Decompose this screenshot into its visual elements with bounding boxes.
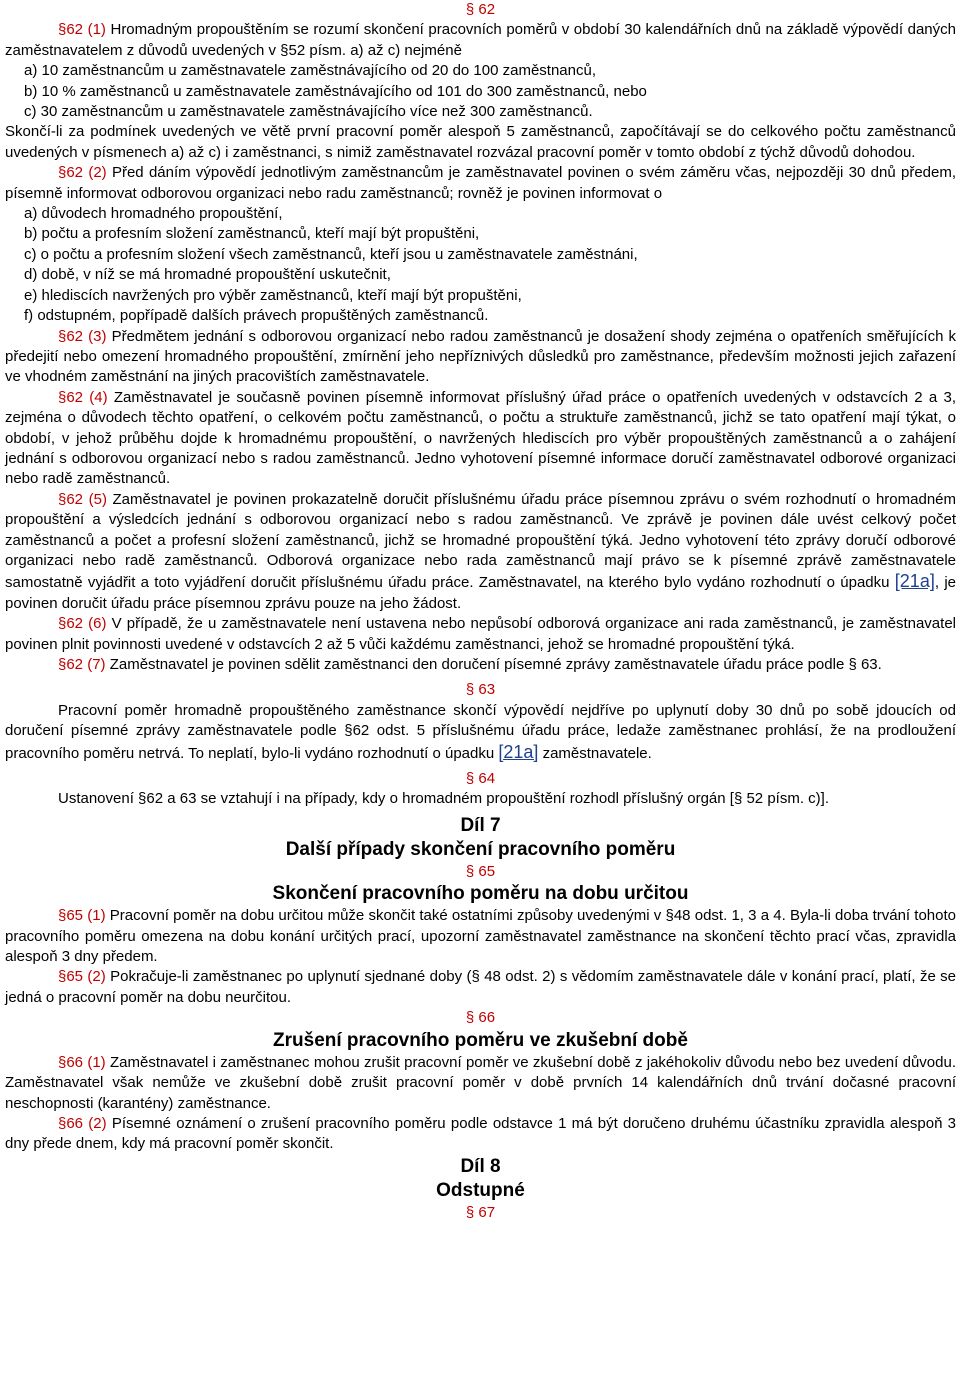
paragraph-65-2: [5, 967, 956, 1008]
list-item-b: b) počtu a profesním složení zaměstnanců, kteří mají být propuštěni,: [24, 225, 480, 243]
paragraph-ref: §62 (4): [58, 388, 108, 406]
paragraph-62-1: [5, 20, 956, 61]
paragraph-text: Předmětem jednání s odborovou organizací nebo radou zaměstnanců je dosažení shody zejména o opatřeních směřujících k předejití nebo omezení hromadného propouštění, zmírnění jeho nepříznivých důsledků pro zaměstnance, především možnosti jejich zařazení ve vhodném zaměstnání na jiných pracovištích zaměstnavatele.: [5, 327, 957, 386]
section-number-66: § 66: [465, 1009, 496, 1027]
footnote-link-21a[interactable]: [21a]: [894, 571, 935, 592]
paragraph-text: Pracovní poměr hromadně propouštěného zaměstnance skončí výpovědí nejdříve po uplynutí doby 30 dnů po sobě jdoucích od doručení písemné zprávy zaměstnavatele podle §62 odst. 5 příslušnému úřadu práce, ledaže zaměstnanec prohlásí, že na prodloužení pracovního poměru netrvá. To neplatí, bylo-li vydáno rozhodnutí o úpadku: [5, 701, 956, 762]
section-number-65: § 65: [465, 862, 496, 880]
paragraph-63: [5, 701, 956, 764]
paragraph-66-2: [5, 1114, 956, 1155]
paragraph-text: V případě, že u zaměstnavatele není ustavena nebo nepůsobí odborová organizace ani rada zaměstnanců, je zaměstnavatel povinen plnit povinnosti uvedené v odstavcích 2 až 5 vůči každému zaměstnanci, jehož se hromadné propouštění týká.: [5, 615, 956, 653]
paragraph-62-1-tail: Skončí-li za podmínek uvedených ve větě první pracovní poměr alespoň 5 zaměstnanců, započítávají se do celkového počtu zaměstnanců uvedených v písmenech a) až c) i zaměstnanci, s nimiž zaměstnavatel rozvázal pracovní poměr v tomto období z týchž důvodů dohodou.: [5, 123, 956, 161]
paragraph-ref: §66 (2): [58, 1114, 107, 1132]
list-item-f: f) odstupném, popřípadě dalších právech propuštěných zaměstnanců.: [24, 307, 489, 325]
paragraph-62-7: [5, 655, 956, 675]
list-item-d: d) době, v níž se má hromadné propouštění uskutečnit,: [24, 266, 391, 284]
section-number-64: § 64: [465, 770, 496, 788]
paragraph-ref: §66 (1): [58, 1053, 106, 1071]
paragraph-text-tail: zaměstnavatele.: [538, 744, 652, 762]
paragraph-text: Zaměstnavatel i zaměstnanec mohou zrušit pracovní poměr ve zkušební době z jakéhokoliv důvodu nebo bez uvedení důvodu. Zaměstnavatel však nemůže ve zkušební době zrušit pracovní poměr v době prvních 14 kalendářních dnů trvání dočasné pracovní neschopnosti (karantény) zaměstnance.: [5, 1053, 956, 1112]
paragraph-text: Zaměstnavatel je povinen sdělit zaměstnanci den doručení písemné zprávy zaměstnavatele úřadu práce podle § 63.: [105, 656, 882, 673]
footnote-link-21a[interactable]: [21a]: [498, 741, 539, 762]
paragraph-text-tail: , je povinen doručit úřadu práce písemnou zprávu pouze na jeho žádost.: [5, 574, 956, 612]
paragraph-text: Zaměstnavatel je povinen prokazatelně doručit příslušnému úřadu práce písemnou zprávu o svém rozhodnutí o hromadném propouštění a výsledcích jednání s odborovou organizací nebo s radou zaměstnanců. Ve zprávě je povinen dále uvést celkový počet zaměstnanců a počet a profesní složení zaměstnanců, jichž se hromadné propouštění týká. Jedno vyhotovení této zprávy doručí odborové organizaci nebo radě zaměstnanců. Odborová organizace nebo rada zaměstnanců mají právo se k písemné zprávě zaměstnavatele samostatně vyjádřit a toto vyjádření doručit příslušnému úřadu práce. Zaměstnavatel, na kterého bylo vydáno rozhodnutí o úpadku: [5, 490, 956, 592]
paragraph-ref: §62 (5): [58, 490, 107, 508]
paragraph-ref: §62 (6): [58, 615, 107, 633]
paragraph-ref: §65 (2): [58, 968, 106, 986]
paragraph-65-1: [5, 906, 956, 967]
paragraph-text: Zaměstnavatel je současně povinen písemně informovat příslušný úřad práce o opatřeních uvedených v odstavcích 2 a 3, zejména o důvodech těchto opatření, o celkovém počtu zaměstnanců, o počtu a struktuře zaměstnanců, jichž se tato opatření mají týkat, o období, v jehož průběhu dojde k hromadnému propouštění, o navržených hlediscích pro výběr propouštěných zaměstnanců a o zahájení jednání s odborovou organizací nebo s radou zaměstnanců. Jedno vyhotovení písemné informace doručí zaměstnavatel odborové organizaci nebo radě zaměstnanců.: [5, 388, 957, 488]
list-item-a: a) 10 zaměstnancům u zaměstnavatele zaměstnávajícího od 20 do 100 zaměstnanců,: [24, 62, 596, 80]
paragraph-ref: §62 (7): [58, 656, 106, 673]
section-66-heading: Zrušení pracovního poměru ve zkušební době: [273, 1029, 688, 1051]
paragraph-text: Písemné oznámení o zrušení pracovního poměru podle odstavce 1 má být doručeno druhému účastníku zpravidla alespoň 3 dny přede dnem, kdy má pracovní poměr skončit.: [5, 1114, 956, 1153]
part-7-subtitle: Další případy skončení pracovního poměru: [285, 838, 676, 860]
paragraph-64: Ustanovení §62 a 63 se vztahují i na případy, kdy o hromadném propouštění rozhodl příslušný orgán [§ 52 písm. c)].: [58, 790, 829, 808]
list-item-c: c) o počtu a profesním složení všech zaměstnanců, kteří jsou u zaměstnavatele zaměstnáni,: [24, 245, 638, 263]
paragraph-62-5: [5, 490, 956, 614]
part-8-subtitle: Odstupné: [436, 1179, 525, 1201]
paragraph-62-2: [5, 163, 956, 204]
list-item-b: b) 10 % zaměstnanců u zaměstnavatele zaměstnávajícího od 101 do 300 zaměstnanců, nebo: [24, 82, 647, 100]
paragraph-text: Pracovní poměr na dobu určitou může skončit také ostatními způsoby uvedenými v §48 odst. 1, 3 a 4. Byla-li doba trvání tohoto pracovního poměru omezena na dobu konání určitých prací, upozorní zaměstnavatel zaměstnance na skončení těchto prací včas, zpravidla alespoň 3 dny předem.: [5, 907, 957, 966]
list-item-e: e) hlediscích navržených pro výběr zaměstnanců, kteří mají být propuštěni,: [24, 286, 522, 304]
paragraph-ref: §65 (1): [58, 907, 106, 925]
paragraph-text: Před dáním výpovědí jednotlivým zaměstnancům je zaměstnavatel povinen o svém záměru včas, nejpozději 30 dnů předem, písemně informovat odborovou organizaci nebo radu zaměstnanců; rovněž je povinen informovat o: [5, 164, 957, 202]
section-number-67: § 67: [465, 1203, 496, 1221]
paragraph-62-6: [5, 614, 956, 655]
section-number-62: § 62: [465, 1, 496, 18]
list-item-a: a) důvodech hromadného propouštění,: [24, 205, 283, 223]
part-8-title: Díl 8: [460, 1155, 501, 1177]
part-7-title: Díl 7: [460, 814, 501, 836]
paragraph-ref: §62 (1): [58, 21, 106, 39]
paragraph-62-3: [5, 327, 956, 388]
section-65-heading: Skončení pracovního poměru na dobu určitou: [272, 883, 689, 905]
section-number-63: § 63: [465, 681, 496, 699]
paragraph-text: Hromadným propouštěním se rozumí skončení pracovních poměrů v období 30 kalendářních dnů na základě výpovědí daných zaměstnavatelem z důvodů uvedených v §52 písm. a) až c) nejméně: [5, 21, 956, 59]
paragraph-66-1: [5, 1053, 956, 1114]
document-page: [5, 0, 956, 1223]
paragraph-text: Pokračuje-li zaměstnanec po uplynutí sjednané doby (§ 48 odst. 2) s vědomím zaměstnavatele dále v konání prací, platí, že se jedná o pracovní poměr na dobu neurčitou.: [5, 968, 956, 1006]
paragraph-ref: §62 (2): [58, 164, 107, 182]
paragraph-ref: §62 (3): [58, 327, 107, 345]
list-item-c: c) 30 zaměstnancům u zaměstnavatele zaměstnávajícího více než 300 zaměstnanců.: [24, 103, 593, 121]
paragraph-62-4: [5, 388, 956, 490]
